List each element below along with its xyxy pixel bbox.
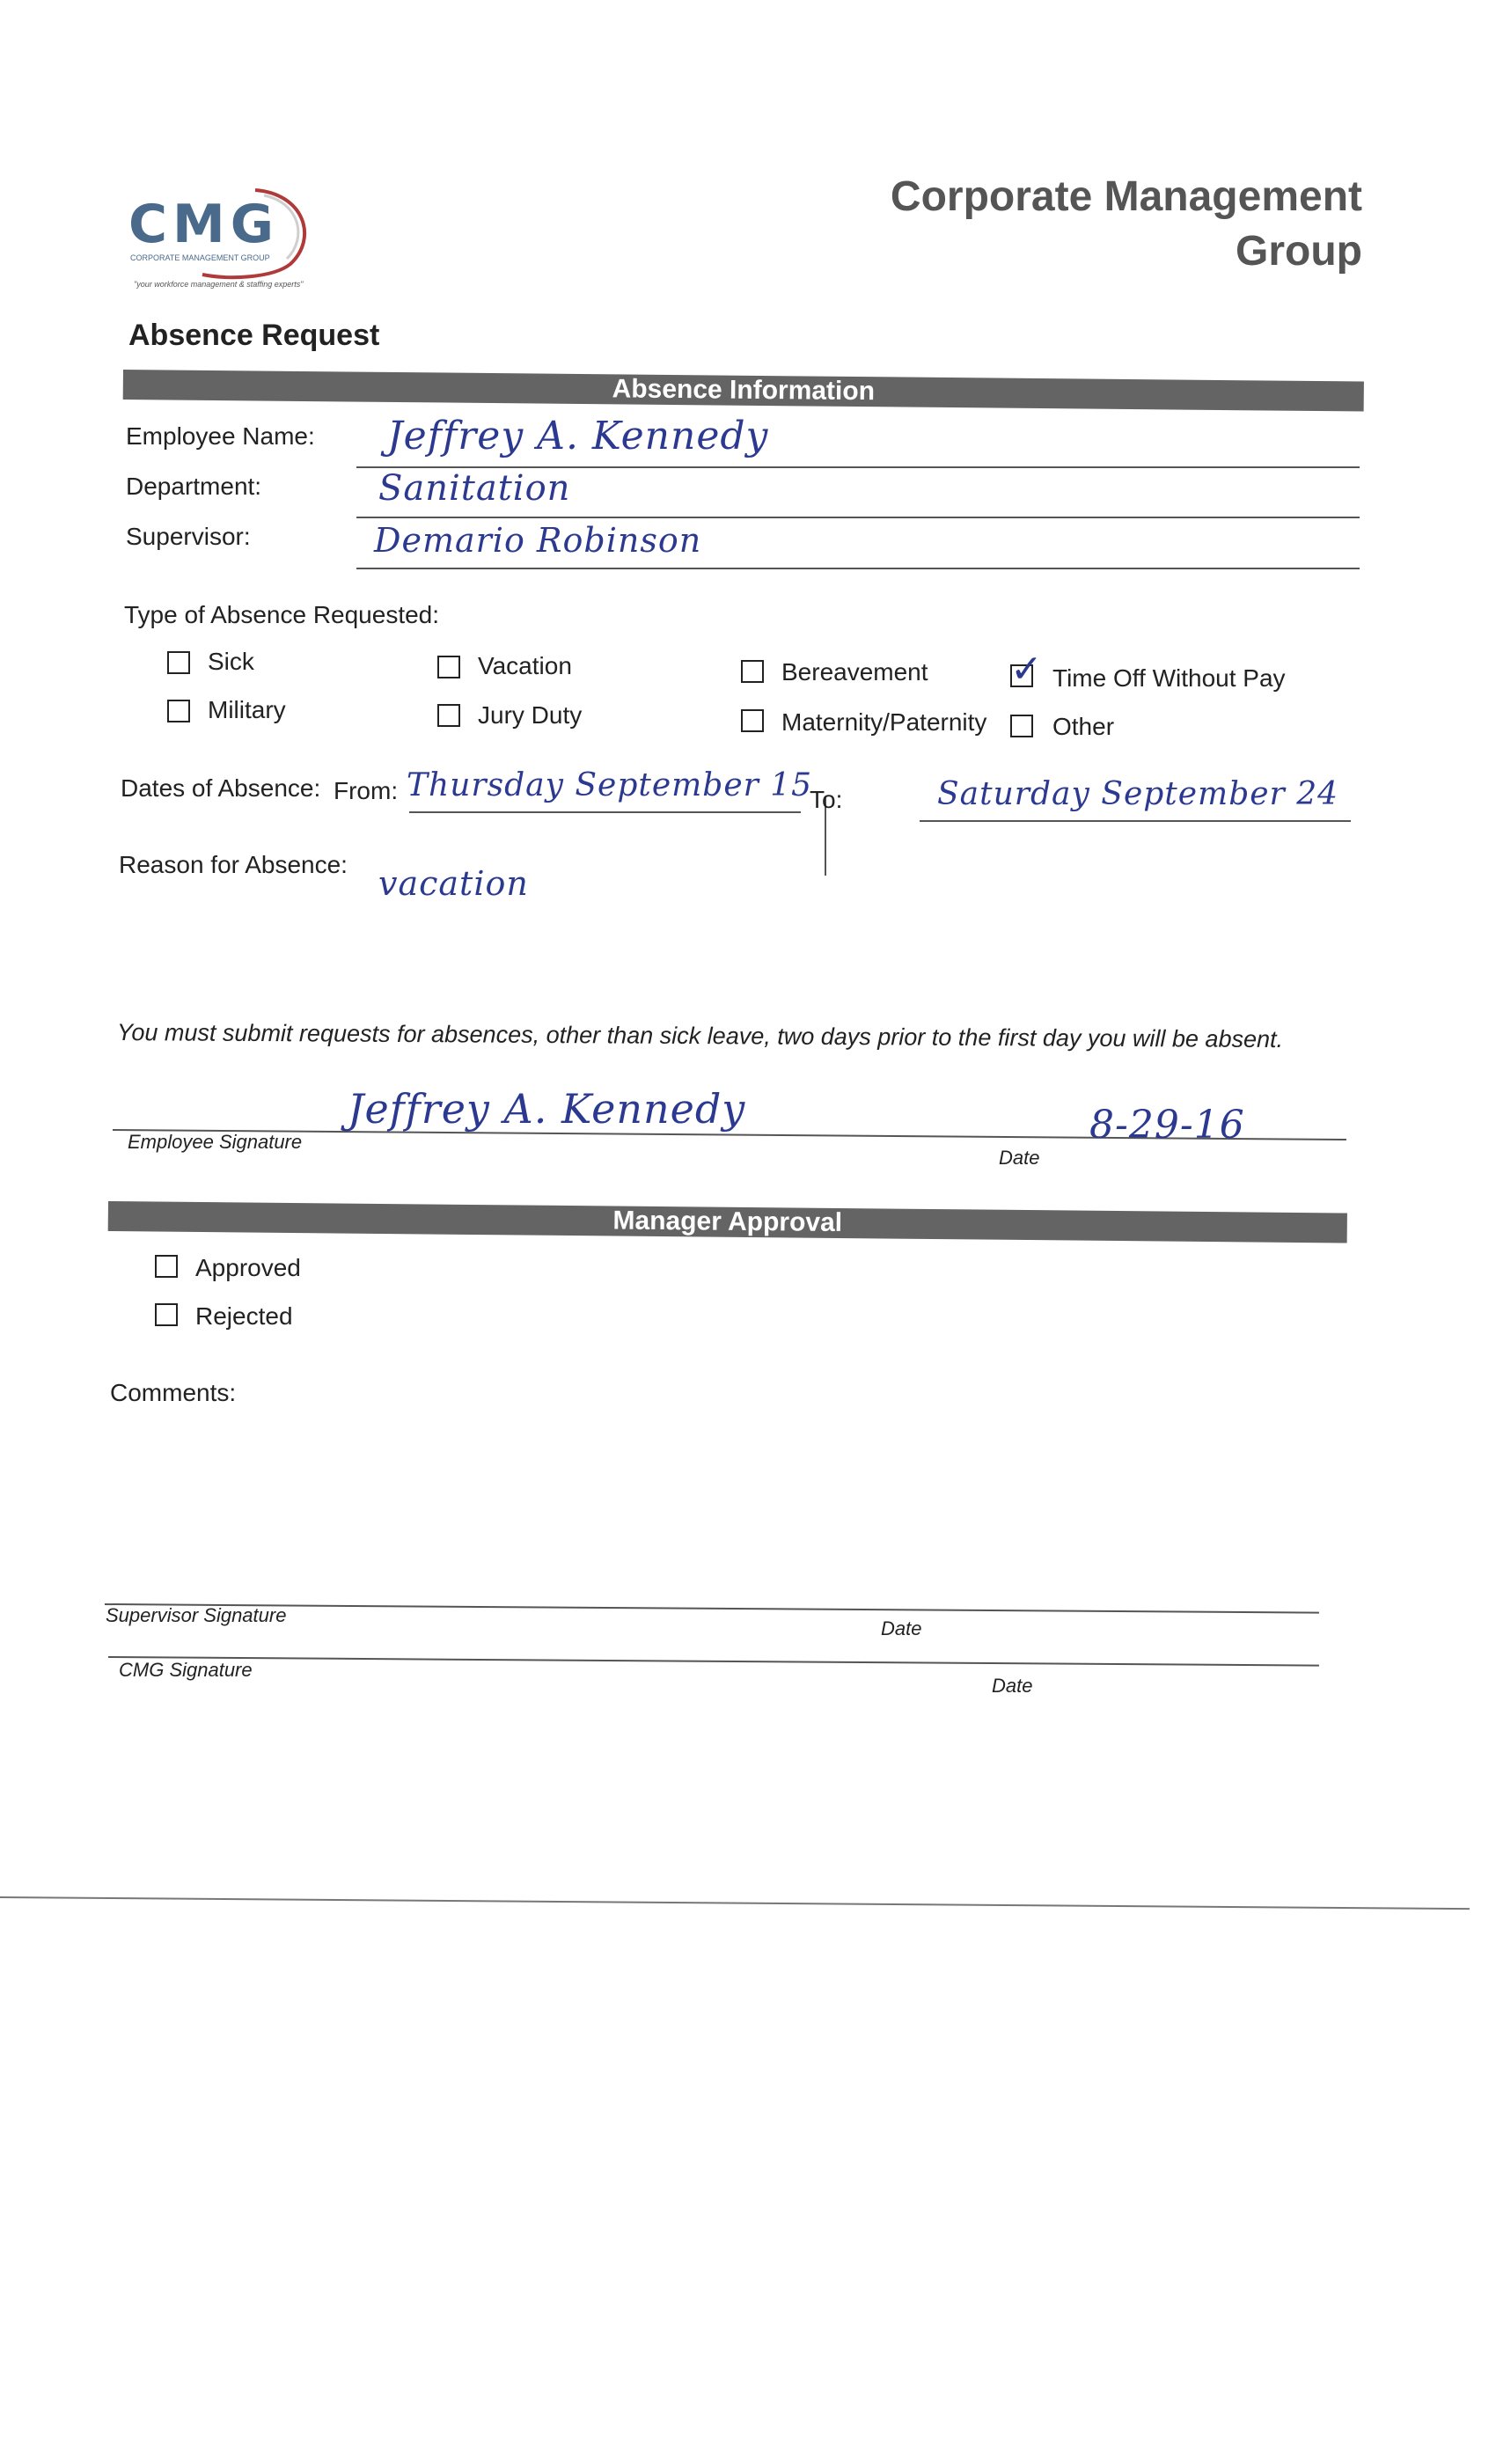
absence-information-title: Absence Information — [612, 374, 876, 407]
employee-name-label: Employee Name: — [126, 422, 315, 450]
cmg-date-label: Date — [992, 1675, 1033, 1697]
from-line — [409, 811, 801, 813]
to-label: To: — [810, 786, 843, 813]
sick-label: Sick — [208, 648, 254, 675]
submission-notice: You must submit requests for absences, other than sick leave, two days prior to the first day you will be absent. — [116, 1019, 1284, 1053]
department-label: Department: — [126, 473, 262, 500]
other-label: Other — [1052, 713, 1115, 740]
supervisor-signature-line — [105, 1603, 1319, 1614]
other-checkbox[interactable] — [1010, 715, 1033, 737]
supervisor-label: Supervisor: — [126, 523, 251, 550]
vacation-label: Vacation — [478, 652, 572, 679]
manager-approval-bar — [108, 1201, 1347, 1243]
supervisor-line — [356, 568, 1360, 569]
dates-of-absence-label: Dates of Absence: — [121, 774, 321, 802]
employee-name-value[interactable]: Jeffrey A. Kennedy — [387, 414, 769, 458]
logo-tagline: "your workforce management & staffing experts" — [134, 280, 304, 289]
absence-information-bar — [123, 370, 1364, 412]
reason-label: Reason for Absence: — [119, 851, 348, 878]
supervisor-value[interactable]: Demario Robinson — [374, 521, 702, 560]
approved-label: Approved — [195, 1254, 301, 1281]
cmg-signature-line — [108, 1656, 1319, 1667]
page-bottom-rule — [0, 1896, 1470, 1910]
company-name-line1: Corporate Management — [890, 173, 1362, 220]
comments-label: Comments: — [110, 1379, 237, 1406]
military-checkbox[interactable] — [167, 700, 190, 722]
jury-duty-checkbox[interactable] — [437, 704, 460, 727]
company-logo — [123, 176, 326, 299]
maternity-paternity-checkbox[interactable] — [741, 709, 764, 732]
supervisor-date-label: Date — [881, 1617, 922, 1639]
department-value[interactable]: Sanitation — [378, 468, 571, 509]
checkmark-icon: ✓ — [1010, 648, 1043, 691]
maternity-paternity-label: Maternity/Paternity — [781, 708, 987, 736]
manager-approval-title: Manager Approval — [612, 1206, 843, 1238]
bereavement-label: Bereavement — [781, 658, 928, 686]
employee-date-value[interactable]: 8-29-16 — [1089, 1103, 1245, 1148]
logo-text: CMG — [128, 194, 279, 255]
rejected-checkbox[interactable] — [155, 1303, 178, 1326]
vacation-checkbox[interactable] — [437, 656, 460, 678]
approved-checkbox[interactable] — [155, 1255, 178, 1278]
sick-checkbox[interactable] — [167, 651, 190, 674]
jury-duty-label: Jury Duty — [478, 701, 583, 729]
employee-signature-label: Employee Signature — [128, 1131, 303, 1153]
employee-signature-value[interactable]: Jeffrey A. Kennedy — [348, 1085, 746, 1133]
military-label: Military — [208, 696, 286, 723]
bereavement-checkbox[interactable] — [741, 660, 764, 683]
department-line — [356, 517, 1360, 518]
reason-value[interactable]: vacation — [378, 864, 529, 903]
employee-date-label: Date — [999, 1147, 1040, 1169]
company-name-line2: Group — [1236, 228, 1362, 275]
from-value[interactable]: Thursday September 15 — [407, 767, 813, 803]
logo-subtitle: CORPORATE MANAGEMENT GROUP — [130, 253, 270, 262]
form-title: Absence Request — [128, 319, 380, 352]
absence-type-label: Type of Absence Requested: — [124, 601, 440, 628]
rejected-label: Rejected — [195, 1302, 293, 1330]
to-value[interactable]: Saturday September 24 — [937, 776, 1339, 812]
time-off-without-pay-checkbox[interactable] — [1010, 648, 1043, 691]
cmg-signature-label: CMG Signature — [119, 1659, 253, 1681]
supervisor-signature-label: Supervisor Signature — [106, 1604, 287, 1626]
to-line — [920, 820, 1351, 822]
from-label: From: — [334, 777, 399, 804]
time-off-without-pay-label: Time Off Without Pay — [1052, 664, 1286, 692]
